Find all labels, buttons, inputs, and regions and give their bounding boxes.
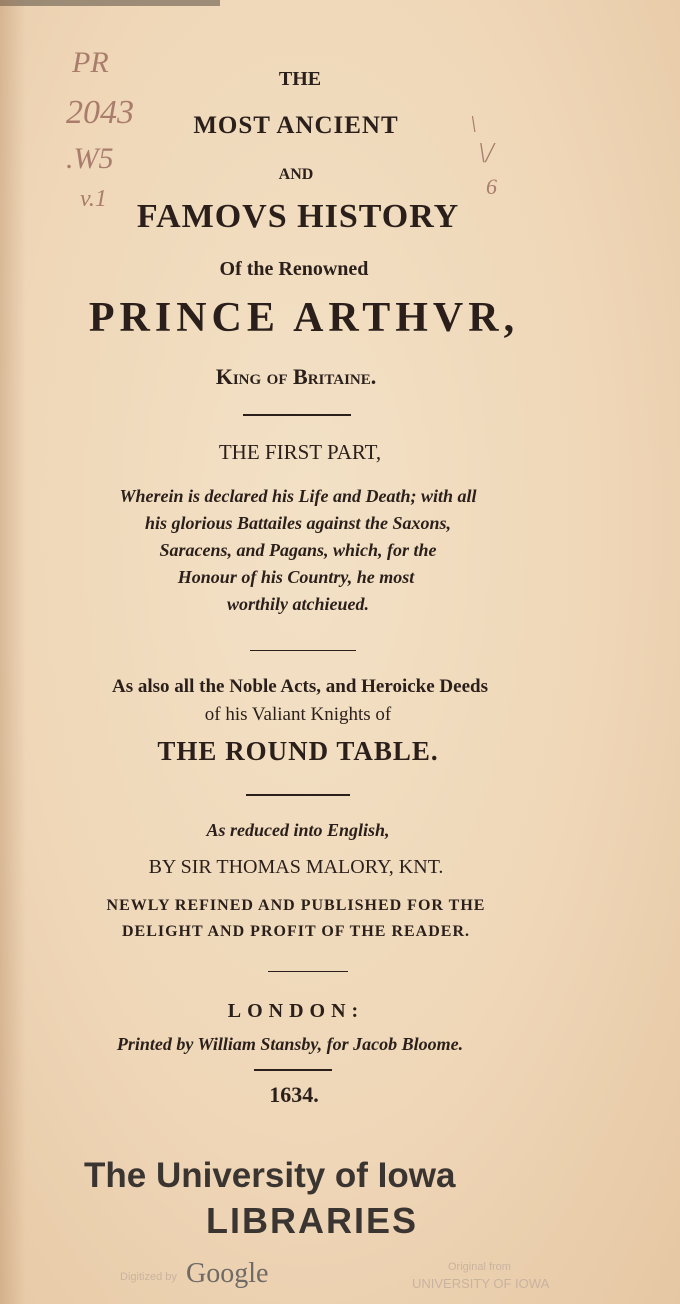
round-table: THE ROUND TABLE.: [157, 736, 439, 766]
title-most-ancient: MOST ANCIENT: [193, 112, 399, 139]
also-line-2: of his Valiant Knights of: [204, 704, 392, 725]
title-the: THE: [278, 68, 322, 90]
shelf-mark-pr: PR: [72, 46, 109, 79]
shelf-mark-cutter: .W5: [66, 142, 114, 175]
imprint-year: 1634.: [269, 1082, 319, 1107]
first-part-heading: THE FIRST PART,: [218, 440, 382, 464]
source-institution: UNIVERSITY OF IOWA: [412, 1276, 550, 1291]
divider-3: [246, 794, 350, 796]
title-of-the-renowned: Of the Renowned: [219, 258, 369, 280]
divider-1: [243, 414, 351, 416]
first-part-line-3: Saracens, and Pagans, which, for the: [159, 540, 437, 560]
digitized-by-label: Digitized by: [120, 1271, 177, 1283]
divider-4: [268, 971, 348, 972]
first-part-line-1: Wherein is declared his Life and Death; with all: [119, 486, 477, 506]
divider-5: [254, 1069, 332, 1071]
title-prince-arthur: PRINCE ARTHVR,: [88, 295, 520, 341]
corner-mark-2: \/: [478, 138, 494, 169]
library-stamp-line-1: The University of Iowa: [84, 1156, 456, 1195]
page-edge-shadow: [0, 0, 220, 6]
imprint-london: LONDON:: [227, 1000, 365, 1022]
title-famous-history: FAMOVS HISTORY: [136, 198, 460, 235]
also-line-1: As also all the Noble Acts, and Heroicke Deeds: [112, 676, 488, 697]
newly-refined-line-2: DELIGHT AND PROFIT OF THE READER.: [121, 923, 471, 940]
google-logo: Google: [186, 1258, 269, 1289]
first-part-line-4: Honour of his Country, he most: [177, 567, 415, 587]
corner-mark-3: 6: [486, 174, 497, 199]
original-from-label: Original from: [448, 1261, 511, 1273]
imprint-printed-by: Printed by William Stansby, for Jacob Bloome.: [116, 1034, 464, 1054]
shelf-mark-volume: v.1: [80, 186, 107, 212]
corner-mark-1: \: [470, 112, 477, 138]
first-part-line-2: his glorious Battailes against the Saxons,: [144, 513, 452, 533]
title-and: AND: [278, 166, 314, 183]
reduced-into-english: As reduced into English,: [206, 820, 390, 840]
first-part-line-5: worthily atchieued.: [226, 594, 369, 614]
divider-2: [250, 650, 356, 651]
title-king-of-britaine: King of Britaine.: [215, 364, 377, 389]
newly-refined-line-1: NEWLY REFINED AND PUBLISHED FOR THE: [106, 897, 486, 914]
page-gutter: [0, 0, 26, 1304]
shelf-mark-number: 2043: [66, 94, 134, 131]
library-stamp-line-2: LIBRARIES: [206, 1200, 419, 1241]
by-sir-thomas-malory: BY SIR THOMAS MALORY, KNT.: [148, 856, 444, 878]
